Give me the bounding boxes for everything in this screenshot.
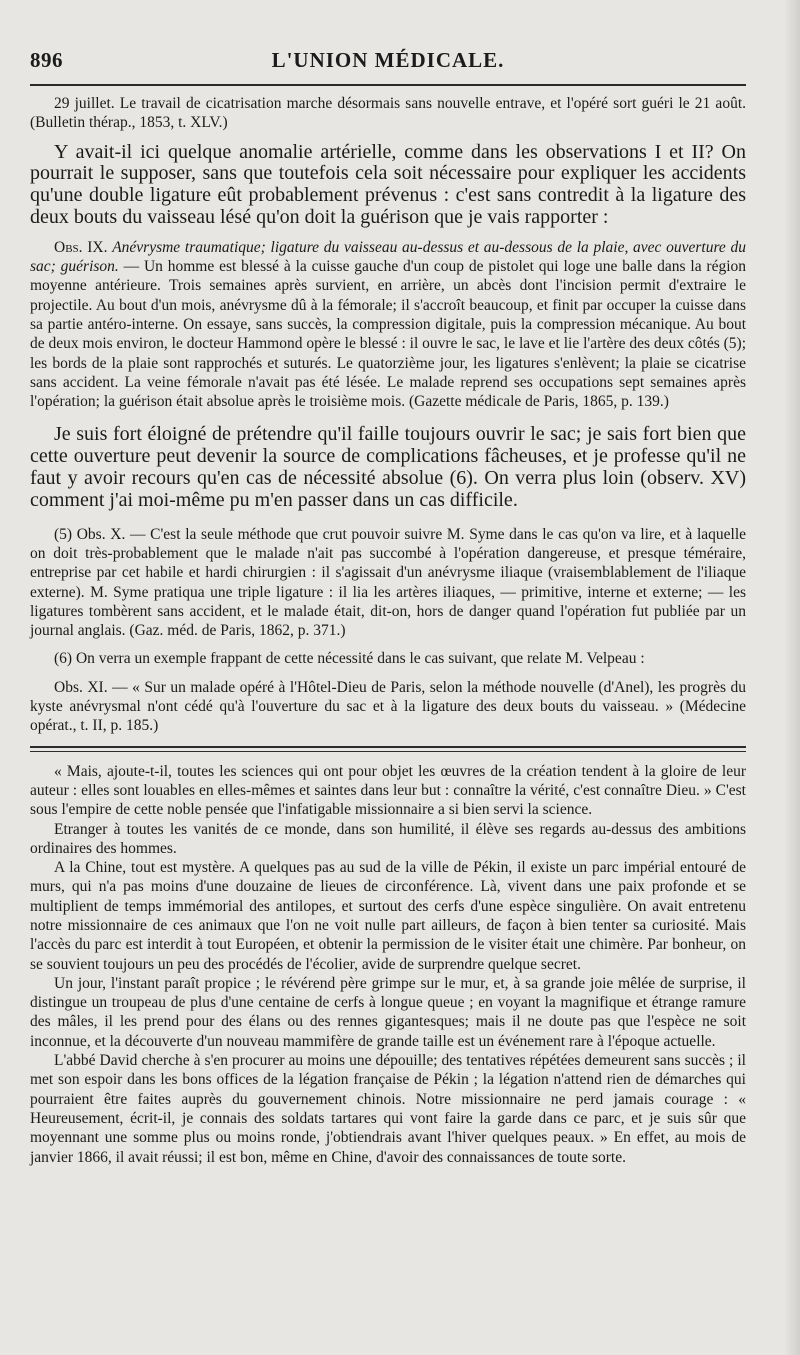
paragraph-anomaly: Y avait-il ici quelque anomalie artérielle, comme dans les observations I et II? On pourrait le supposer, sans que toutefois cela soit nécessaire pour expliquer les accidents qu'une double ligature eût probablement prévenus : c'est sans contredit à la ligature des deux bouts du vaisseau lésé qu'on doit la guérison que je vais rapporter : <box>30 140 746 228</box>
feuilleton-paragraph-4: Un jour, l'instant paraît propice ; le révérend père grimpe sur le mur, et, à sa grande joie mêlée de surprise, il distingue un troupeau de plus d'une centaine de cerfs à longue queue ; en voyant la magnifique et étrange ramure des mâles, il les prend pour des élans ou des rennes gigantesques; mais il ne doute pas que l'espèce ne soit inconnue, et la découverte d'un nouveau mammifère de grande taille est un événement rare à l'époque actuelle. <box>30 974 746 1050</box>
feuilleton-rule <box>30 746 746 752</box>
running-head: L'UNION MÉDICALE. <box>271 48 505 72</box>
observation-9 <box>30 238 746 412</box>
page-edge-shadow <box>784 0 800 1355</box>
page-number: 896 <box>30 48 63 72</box>
observation-9-text: — Un homme est blessé à la cuisse gauche d'un coup de pistolet qui loge une balle dans la région moyenne antérieure. Trois semaines après survient, en arrière, un abcès dont l'incision permit d'extraire le projectile. Au bout d'un mois, anévrysme dû à la fémorale; il s'accroît beaucoup, et finit par occuper la cuisse dans sa partie antéro-interne. On essaye, sans succès, la compression digitale, puis la compression mécanique. Au bout de deux mois environ, le docteur Hammond opère le blessé : il ouvre le sac, le lave et lie l'artère des deux côtés (5); les bords de la plaie sont rapprochés et suturés. Le quatorzième jour, les ligatures s'enlèvent; la plaie se cicatrise sans accident. La veine fémorale n'avait pas été lésée. Le malade reprend ses occupations sept semaines après l'opération; la guérison était absolue après le troisième mois. (Gazette médicale de Paris, 1865, p. 139.) <box>30 258 747 411</box>
header-rule <box>30 84 746 86</box>
feuilleton-paragraph-5: L'abbé David cherche à s'en procurer au moins une dépouille; des tentatives répétées demeurent sans succès ; il met son espoir dans les bons offices de la légation française de Pékin ; la légation n'attend rien de démarches qui pourraient être faites auprès du gouvernement chinois. Notre missionnaire ne perd jamais courage : « Heureusement, écrit-il, je connais des soldats tartares qui vont faire la garde dans ce parc, et je suis sûr que moyennant une somme plus ou moins ronde, j'obtiendrais avant l'hiver quelques peaux. » En effet, au mois de janvier 1866, il avait réussi; il est bon, même en Chine, d'avoir des connaissances de toute sorte. <box>30 1052 746 1166</box>
feuilleton-paragraph-3: A la Chine, tout est mystère. A quelques pas au sud de la ville de Pékin, il existe un parc impérial entouré de murs, qui n'a pas moins d'une douzaine de lieues de circonférence. Là, vivent dans une paix profonde et se multiplient de temps immémorial des antilopes, et surtout des cerfs d'une espèce singulière. On avait entretenu notre missionnaire de ces animaux que l'on ne voit nulle part ailleurs, de façon à bien tenter sa curiosité. Mais l'accès du parc est interdit à tout Européen, et obtenir la permission de le visiter était une chimère. Par bonheur, on se souvient toujours un peu des procédés de l'écolier, avide de surprendre quelque secret. <box>30 859 746 973</box>
paragraph-sac: Je suis fort éloigné de prétendre qu'il faille toujours ouvrir le sac; je sais fort bien que cette ouverture peut devenir la source de complications fâcheuses, et je professe qu'il ne faut y avoir recours qu'en cas de nécessité absolue (6). On verra plus loin (observ. XV) comment j'ai moi-même pu m'en passer dans un cas difficile. <box>30 423 746 511</box>
observation-11: Obs. XI. — « Sur un malade opéré à l'Hôtel-Dieu de Paris, selon la méthode nouvelle (d'Anel), les progrès du kyste anévrysmal n'ont cédé qu'à l'ouverture du sac et à la ligature des deux bouts du vaisseau. » (Médecine opérat., t. II, p. 185.) <box>30 678 746 735</box>
footnote-6: (6) On verra un exemple frappant de cette nécessité dans le cas suivant, que relate M. Velpeau : <box>54 650 645 668</box>
feuilleton-paragraph-2: Etranger à toutes les vanités de ce monde, dans son humilité, il élève ses regards au-dessus des ambitions ordinaires des hommes. <box>30 820 746 857</box>
footnote-5: (5) Obs. X. — C'est la seule méthode que crut pouvoir suivre M. Syme dans le cas qu'on va lire, et à laquelle on doit très-probablement que le malade n'ait pas succombé à l'opération dangereuse, et presque téméraire, entreprise par cet habile et hardi chirurgien : il s'agissait d'un anévrysme iliaque (vraisemblablement de l'iliaque externe). M. Syme pratiqua une triple ligature : il lia les artères iliaques, — primitive, interne et externe; — les ligatures tombèrent sans accident, et le malade était, dit-on, hors de danger quand l'opération fut publiée par un journal anglais. (Gaz. méd. de Paris, 1862, p. 371.) <box>30 525 746 640</box>
paragraph-continuation: 29 juillet. Le travail de cicatrisation marche désormais sans nouvelle entrave, et l'opéré sort guéri le 21 août. (Bulletin thérap., 1853, t. XLV.) <box>30 95 746 132</box>
feuilleton <box>30 762 746 1167</box>
feuilleton-paragraph-1: « Mais, ajoute-t-il, toutes les sciences qui ont pour objet les œuvres de la création tendent à la gloire de leur auteur : elles sont louables en elles-mêmes et saintes dans leur but : connaître la vérité, c'est connaître Dieu. » C'est sous l'empire de cette noble pensée que l'infatigable missionnaire a si bien servi la science. <box>30 762 746 819</box>
main-article <box>30 94 746 736</box>
observation-9-title: Anévrysme traumatique; ligature du vaisseau au-dessus et au-dessous de la plaie, avec ouverture du sac; guérison. <box>30 238 747 276</box>
page-header <box>30 48 746 82</box>
observation-9-label: Obs. IX. <box>54 238 108 256</box>
